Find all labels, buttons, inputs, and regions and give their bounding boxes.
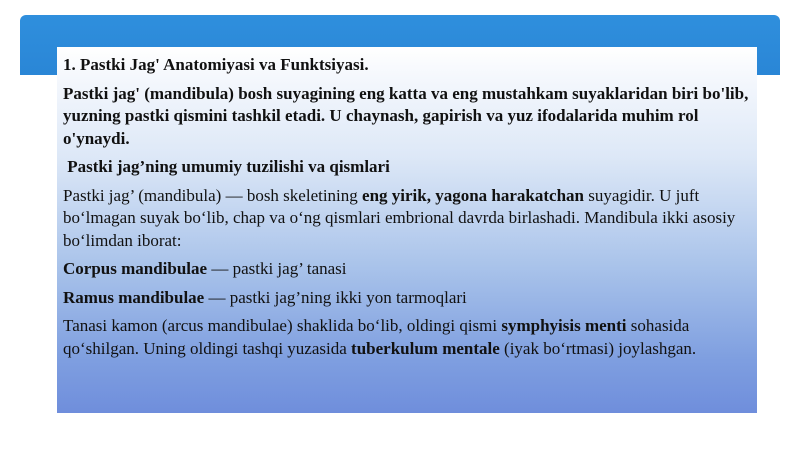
ramus-desc: — pastki jag’ning ikki yon tarmoqlari [204,287,467,307]
subheading: Pastki jag’ning umumiy tuzilishi va qismlari [63,157,390,176]
intro-paragraph: Pastki jag' (mandibula) bosh suyagining eng katta va eng mustahkam suyaklaridan biri bo'lib, yuzning pastki qismini tashkil etadi. U chaynash, gapirish va yuz ifodalarida muhim rol o'ynaydi. [63,83,749,148]
p1-emphasis: eng yirik, yagona harakatchan [362,185,585,205]
p2-text-a: Tanasi kamon (arcus mandibulae) shaklida bo‘lib, oldingi qismi [63,316,502,335]
slide-content-box [57,47,757,413]
slide-heading: 1. Pastki Jag' Anatomiyasi va Funktsiyasi. [63,55,369,74]
p1-text-a: Pastki jag’ (mandibula) — bosh skeletining [63,185,363,205]
corpus-line [63,258,751,281]
body-paragraph-1 [63,185,751,253]
p2-text-c: sohasida qo‘shilgan. Uning oldingi tashqi yuzasida [63,316,690,358]
p2-emphasis-1: symphyisis menti [501,316,627,335]
body-paragraph-2 [63,315,751,360]
p2-emphasis-2: tuberkulum mentale [351,338,500,358]
ramus-term: Ramus mandibulae [63,287,205,307]
ramus-line [63,287,751,310]
p1-text-c: suyagidir. U juft bo‘lmagan suyak bo‘lib, chap va o‘ng qismlari embrional davrda birlashadi. Mandibula ikki asosiy bo‘limdan iborat: [63,185,736,250]
corpus-desc: — pastki jag’ tanasi [207,259,347,278]
corpus-term: Corpus mandibulae [63,259,208,278]
p2-text-e: (iyak bo‘rtmasi) joylashgan. [499,338,697,358]
